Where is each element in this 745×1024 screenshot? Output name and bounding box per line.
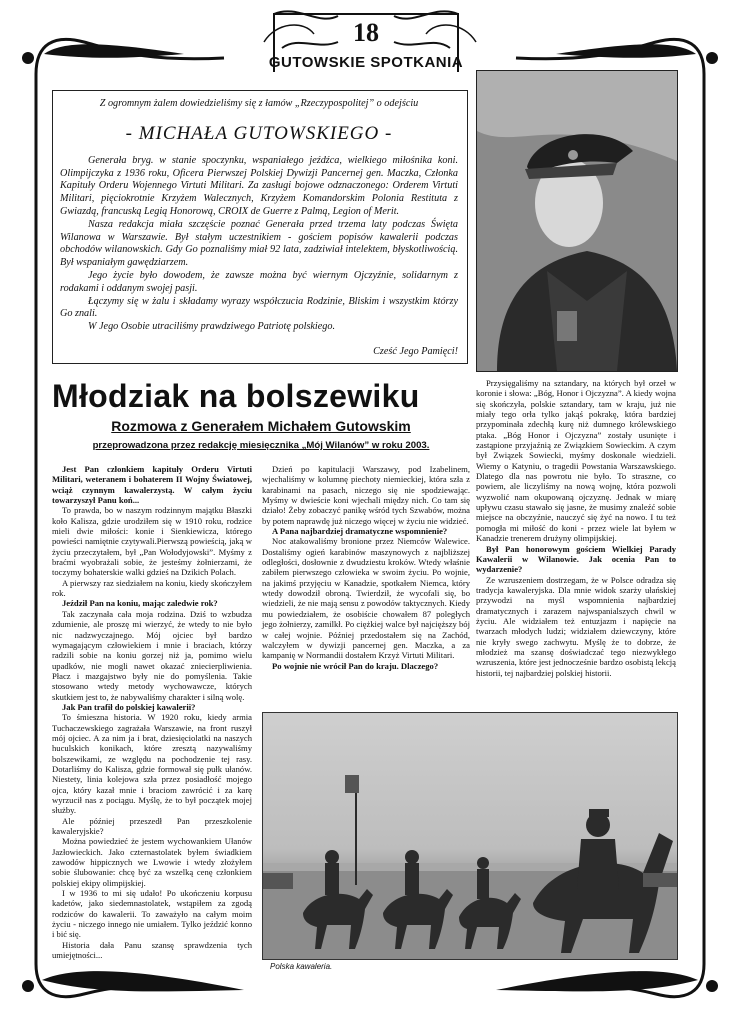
photo-caption: Polska kawaleria. [270,962,333,971]
obituary-text [60,96,458,359]
article-column-2 [262,464,470,671]
column-paragraph: A pierwszy raz siedziałem na koniu, kiedy skończyłem rok. [52,577,252,599]
column-paragraph: Ze wzruszeniem dostrzegam, że w Polsce odradza się tradycja kawaleryjska. Dla mnie widok szarży ułańskiej przywodzi na myśl wspomnienia najbardziej dramatycznych i zarazem najwspanialszych chwil w życiu. Ale widziałem też entuzjazm i napięcie na twarzach młodych ludzi; widziałem dziewczyny, które nie kryły swego zachwytu. Myślę że to dobrze, że młodzież ma szansę doświadczać tego niezwykłego wzruszenia, które jest jednocześnie bardzo osobistą lekcją historii, tej najbardziej polskiej historii. [476,574,676,678]
obituary-paragraph: Jego życie było dowodem, że zawsze można być wiernym Ojczyźnie, solidarnym z rodakami i oddanym swojej pasji. [60,269,458,294]
column-paragraph: A Pana najbardziej dramatyczne wspomnienie? [272,526,448,537]
column-paragraph: To prawda, bo w naszym rodzinnym majątku Błaszki koło Kalisza, gdzie urodziłem się w 1910 roku, rodzice mieli dwie miłości: konie i Sienkiewicza, którego powieści namiętnie czytywali.Pierwszą powieścią, jaką w życiu przeczytałem, był „Pan Wołodyjowski”. Myśmy z braćmi wyobrażali sobie, że jesteśmy żołnierzami, że toczymy bohaterskie walki gdzieś na Dzikich Polach. [52,505,252,578]
column-paragraph: I w 1936 to mi się udało! Po ukończeniu korpusu kadetów, jako siedemnastolatek, wstąpiłem za zgodą rodziców do kawalerii. To zaważyło na całym moim życiu - niczego innego nie umiałem. Tylko jeździć konno i bić się. [52,888,252,940]
article-subhead: Rozmowa z Generałem Michałem Gutowskim [111,418,411,434]
obituary-paragraph: Nasza redakcja miała szczęście poznać Generała przed trzema laty podczas Święta Wilanowa w Warszawie. Był stałym uczestnikiem - gościem popisów kawalerii podczas obchodów wilanowskich. Gdy Go poznaliśmy miał 92 lata, zadziwiał intelektem, błyskotliwością. Był wspaniałym gawędziarzem. [60,218,458,269]
cavalry-illustration [263,713,677,959]
obituary-paragraph: Łączymy się w żalu i składamy wyrazy współczucia Rodzinie, Bliskim i wszystkim którzy Go znali. [60,295,458,320]
column-paragraph: Historia dała Panu szansę sprawdzenia tych umiejętności... [52,939,252,961]
article-column-3 [476,378,676,678]
column-paragraph: Ale później przeszedł Pan przeszkolenie kawaleryjskie? [52,815,252,837]
article-column-1 [52,464,252,961]
column-paragraph: Można powiedzieć że jestem wychowankiem Ułanów Jazłowieckich. Jako czternastolatek byłem świadkiem zawodów hippicznych we Lwowie i wtedy złożyłem sobie ślubowanie: chcę być za wszelką cenę członkiem polskiej ekipy olimpijskiej. [52,836,252,888]
article-headline: Młodziak na bolszewiku [52,378,420,414]
obituary-intro: Z ogromnym żalem dowiedzieliśmy się z łamów „Rzeczypospolitej” o odejściu [99,98,419,109]
general-portrait-photo [476,70,678,372]
cavalry-photo [262,712,678,960]
obituary-name: - MICHAŁA GUTOWSKIEGO - [125,122,393,144]
obituary-paragraph: W Jego Osobie utraciliśmy prawdziwego Patriotę polskiego. [88,321,336,333]
article-byline: przeprowadzona przez redakcję miesięcznika „Mój Wilanów” w roku 2003. [92,440,430,451]
column-paragraph: Dzień po kapitulacji Warszawy, pod Izabelinem, wjechaliśmy w kolumnę piechoty niemieckiej, która szła z karabinami na pasach, niczego się nie spodziewając. Myśmy w dwieście koni wjechali między nich. Co tam się działo! Żeby zobaczyć panikę wśród tych Szwabów, można by potem naprawdę już niczego więcej w życiu nie widzieć. [262,464,470,526]
column-paragraph: Przysięgaliśmy na sztandary, na których był orzeł w koronie i słowa: „Bóg, Honor i Ojczyzna”. A kiedy wojna się skończyła, polskie sztandary, tam w kraju, już nie miały tego orła tylko jakąś pokrakę, która bardziej przypominała zdechłą kurę niż dumnego królewskiego ptaka. „Bóg Honor i Ojczyzna” zostały usunięte i zastąpione przyjaźnią ze Związkiem Sowieckim. A czym był Związek Sowiecki, myśmy doskonale wiedzieli. Wiemy o Katyniu, o tragedii Powstania Warszawskiego. Dlatego dla nas powrotu nie było. To straszne, co powiem, ale liczyliśmy na nową wojnę, która pozwoli wyzwolić nam okupowaną ojczyznę. Jednak w miarę upływu czasu stawało się jasne, że musimy znaleźć sobie miejsce na obczyźnie, nauczyć się żyć na nowo. I tu też pomogła mi miłość do koni - przez wiele lat byłem w Kanadzie trenerem drużyny olimpijskiej. [476,378,676,544]
obituary-paragraph: Generała bryg. w stanie spoczynku, wspaniałego jeźdźca, wielkiego miłośnika koni. Olimpijczyka z 1936 roku, Oficera Pierwszej Polskiej Dywizji Pancernej gen. Maczka, Członka Kapituły Orderu Wojennego Virtuti Militari. Za zasługi bojowe odznaczonego: Orderem Virtuti Militari, pięciokrotnie Krzyżem Walecznych, Krzyżem Komandorskim Polonia Restituta z Gwiazdą, francuską Legią Honorową, CROIX de Guerre z Palmą, Legion of Merit. [60,154,458,217]
column-paragraph: Jeździł Pan na koniu, mając zaledwie rok? [62,598,218,609]
obituary-signature: Cześć Jego Pamięci! [373,345,458,357]
page-number: 18 [353,18,379,47]
masthead [268,6,464,76]
portrait-illustration [477,71,677,371]
column-paragraph: Tak zaczynała cała moja rodzina. Dziś to wzbudza zdumienie, ale proszę mi wierzyć, że wtedy to nie było nic nadzwyczajnego. Mój ojciec był bardzo wymagającym człowiekiem i mnie i braciach, którzy radzili sobie na koniu gorzej niż ja, pomimo wielu upadków, nie mogli nawet okazać zniecierpliwienia. Płacz i mazgajstwo były nie do pomyślenia. Takie stosowano wtedy metody wychowawcze, których skutkiem jest to, że nabywaliśmy charakter i silną wolę. [52,608,252,702]
column-paragraph: Jest Pan członkiem kapituły Orderu Virtuti Militari, weteranem i bohaterem II Wojny Światowej, wciąż czynnym kawalerzystą. W całym życiu towarzyszył Panu koń... [52,464,252,506]
column-paragraph: Jak Pan trafił do polskiej kawalerii? [62,701,196,712]
column-paragraph: Noc atakowaliśmy bronione przez Niemców Walewice. Dostaliśmy ogień karabinów maszynowych z najbliższej odległości, dosłownie z dwudziestu kroków. Wtedy właśnie zabiłem pierwszego człowieka w swoim życiu. Po wojnie, na jakimś przyjęciu w Kanadzie, spotkałem Niemca, który wtedy dowodził obroną. Twierdził, że wycofali się, bo wiedzieli, że nie mają sensu z powodów taktycznych. Kiedy mu powiedziałem, że osobiście chowałem 87 poległych jego żołnierzy, zamilkł. Po ciężkiej walce był najcięższy bój w całej wojnie. Później przedostałem się na Zachód, walczyłem w dywizji pancernej gen. Maczka, a za kampanię w Normandii dostałem Krzyż Virtuti Militari. [262,536,470,661]
column-paragraph: To śmieszna historia. W 1920 roku, kiedy armia Tuchaczewskiego zagrażała Warszawie, na front ruszył mój ojciec. A za nim ja i brat, dziesięciolatki na naszych huculskich konikach, które zresztą nazywaliśmy bolszewikami, ze względu na pochodzenie tej rasy. Dotarliśmy do Kalisza, gdzie formował się pułk ułanów. Niestety, linia kolejowa szła przez posiadłość mojego ojca, który kazał mnie i braciom zawrócić i za karę wyrzucił nas z pociągu. Myślę, że to był początek mojej służby. [52,712,252,816]
column-paragraph: Po wojnie nie wrócił Pan do kraju. Dlaczego? [272,660,439,671]
masthead-title: GUTOWSKIE SPOTKANIA [268,54,464,71]
column-paragraph: Był Pan honorowym gościem Wielkiej Parady Kawalerii w Wilanowie. Jak ocenia Pan to wydarzenie? [476,543,676,575]
